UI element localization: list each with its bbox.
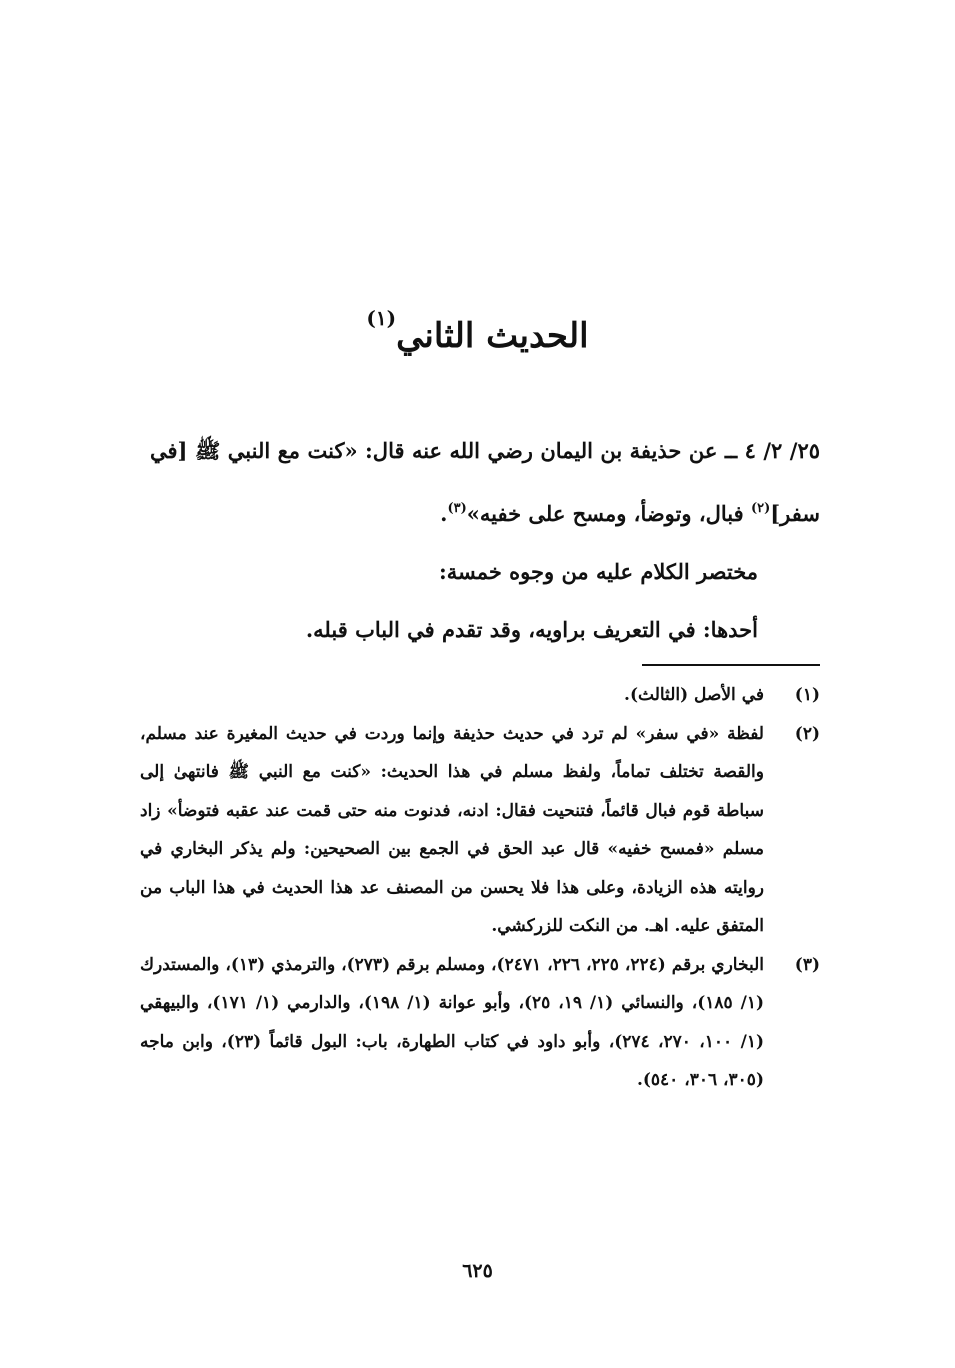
heading-text: الحديث الثاني <box>396 316 589 356</box>
footnote-text: في الأصل (الثالث). <box>624 685 764 705</box>
first-aspect-line: أحدها: في التعريف براويه، وقد تقدم في الباب قبله. <box>305 617 758 642</box>
heading-footnote-marker: (١) <box>366 306 397 330</box>
hadith-text-part2: فبال، وتوضأ، ومسح على خفيه» <box>466 501 751 526</box>
footnote-text: البخاري برقم (٢٢٤، ٢٢٥، ٢٢٦، ٢٤٧١)، ومسلم برقم (٢٧٣)، والترمذي (١٣)، والمستدرك (١/ ١٨٥)، والنسائي (١/ ١٩، ٢٥)، وأبو عوانة (١/ ١٩٨)، والدارمي (١/ ١٧١)، والبيهقي (١/ ١٠٠، ٢٧٠، ٢٧٤)، وأبو داود في كتاب الطهارة، باب: البول قائماً (٢٣)، وابن ماجه (٣٠٥، ٣٠٦، ٥٤٠). <box>140 954 765 1090</box>
footnote-ref-2: (٢) <box>750 501 771 516</box>
hadith-heading <box>0 288 955 366</box>
page-number: ٦٢٥ <box>462 1260 493 1282</box>
footnote-number: (١) <box>794 685 820 705</box>
hadith-body <box>150 422 820 659</box>
footnote-number: (٣) <box>794 954 820 975</box>
summary-line: مختصر الكلام عليه من وجوه خمسة: <box>438 559 758 584</box>
hadith-text-part1: ٢٥/ ٢/ ٤ ــ عن حذيفة بن اليمان رضي الله عنه قال: «كنت مع النبي ﷺ [في سفر] <box>150 438 821 526</box>
footnote-number: (٢) <box>794 723 820 744</box>
hadith-text <box>150 422 820 543</box>
footnote-separator <box>642 664 820 666</box>
footnote-text: لفظة «في سفر» لم ترد في حديث حذيفة وإنما وردت في حديث المغيرة عند مسلم، والقصة تختلف تماماً، ولفظ مسلم في هذا الحديث: «كنت مع النبي ﷺ فانتهىٰ إلى سباطة قوم فبال قائماً، فتنحيت فقال: ادنه، فدنوت منه حتى قمت عند عقبه فتوضأ» زاد مسلم «فمسح خفيه» قال عبد الحق في الجمع بين الصحيحين: ولم يذكر البخاري في روايته هذه الزيادة، وعلى هذا فلا يحسن من المصنف عد هذا الحديث في هذا الباب من المتفق عليه. اهـ. من النكت للزركشي. <box>140 723 764 936</box>
footnote-ref-3: (٣) <box>447 501 467 516</box>
footnote-item <box>140 715 820 946</box>
footnote-item <box>140 676 820 715</box>
footnote-item <box>140 946 820 1100</box>
hadith-text-end: . <box>440 501 448 526</box>
footnotes <box>140 676 820 1100</box>
